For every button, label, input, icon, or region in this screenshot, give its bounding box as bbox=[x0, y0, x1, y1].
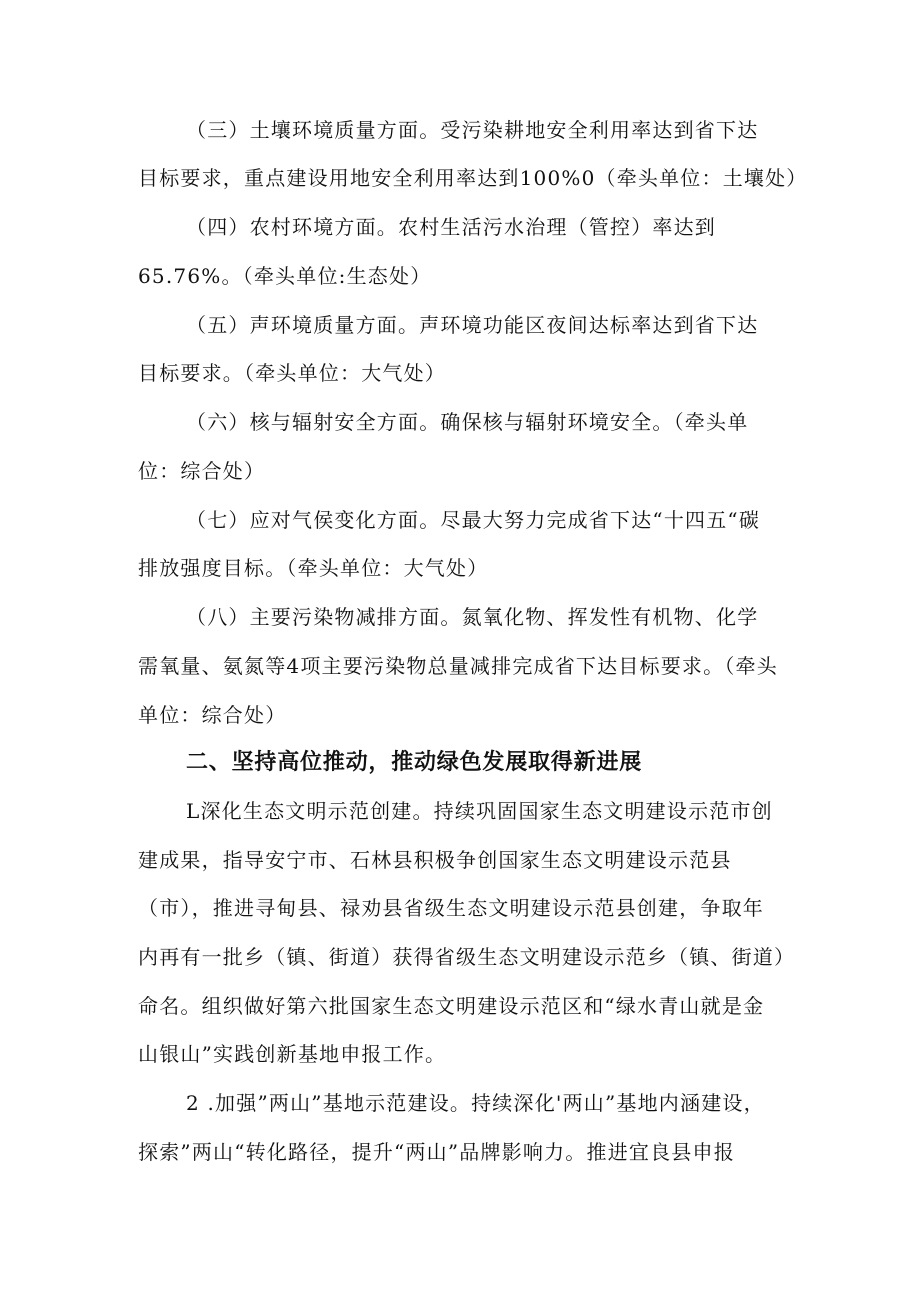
text-line-7: （六）核与辐射安全方面。确保核与辐射环境安全。（牵头单 bbox=[186, 410, 749, 434]
text-line-21: 2 .加强”两山”基地示范建设。持续深化'两山”基地内涵建设， bbox=[186, 1091, 765, 1115]
text-line-2: 目标要求，重点建设用地安全利用率达到100%0（牵头单位：土壤处） bbox=[138, 166, 808, 190]
text-line-8: 位：综合处） bbox=[138, 459, 266, 483]
text-line-18: 内再有一批乡（镇、街道）获得省级生态文明建设示范乡（镇、街道） bbox=[138, 945, 796, 969]
text-line-12: 需氧量、氨氮等4项主要污染物总量减排完成省下达目标要求。（牵头 bbox=[138, 654, 778, 678]
text-line-3: （四）农村环境方面。农村生活污水治理（管控）率达到 bbox=[186, 215, 716, 239]
text-line-9: （七）应对气侯变化方面。尽最大努力完成省下达“十四五“碳 bbox=[186, 508, 761, 532]
section-heading: 二、坚持高位推动，推动绿色发展取得新进展 bbox=[186, 750, 643, 775]
text-line-22: 探索”两山“转化路径，提升“两山”品牌影响力。推进宜良县申报 bbox=[138, 1140, 735, 1164]
text-line-10: 排放强度目标。（牵头单位：大气处） bbox=[138, 556, 489, 580]
text-line-11: （八）主要污染物减排方面。氮氧化物、挥发性有机物、化学 bbox=[186, 605, 759, 629]
text-line-17: （市），推进寻甸县、禄劝县省级生态文明建设示范县创建，争取年 bbox=[138, 896, 764, 920]
text-line-4: 65.76%。（牵头单位:生态处） bbox=[138, 264, 432, 288]
text-line-16: 建成果，指导安宁市、石林县积极争创国家生态文明建设示范县 bbox=[138, 848, 732, 872]
text-line-6: 目标要求。（牵头单位：大气处） bbox=[138, 361, 446, 385]
text-line-13: 单位：综合处） bbox=[138, 703, 287, 727]
text-line-5: （五）声环境质量方面。声环境功能区夜间达标率达到省下达 bbox=[186, 313, 759, 337]
text-line-1: （三）土壤环境质量方面。受污染耕地安全利用率达到省下达 bbox=[186, 118, 759, 142]
text-line-20: 山银山”实践创新基地申报工作。 bbox=[138, 1042, 447, 1066]
text-line-19: 命名。组织做好第六批国家生态文明建设示范区和“绿水青山就是金 bbox=[138, 994, 765, 1018]
text-line-15: L深化生态文明示范创建。持续巩固国家生态文明建设示范市创 bbox=[186, 799, 773, 823]
